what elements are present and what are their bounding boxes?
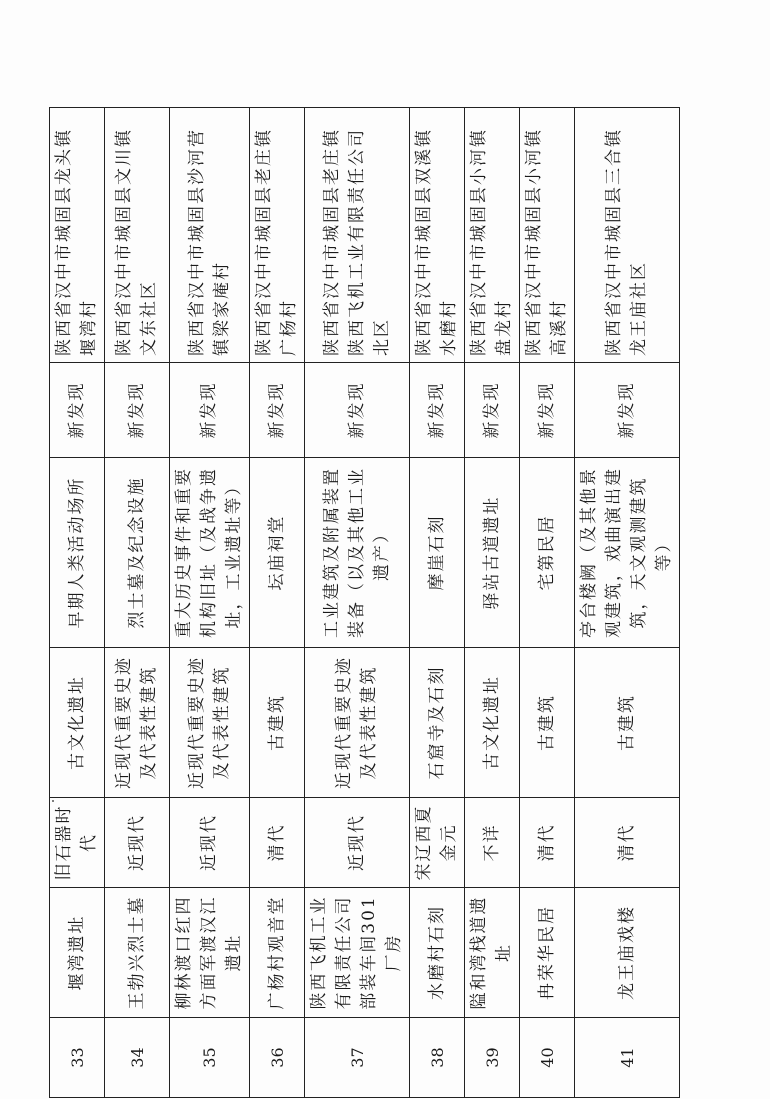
site-status: 新发现 [520, 363, 575, 458]
site-name: 堰湾遗址 [50, 888, 105, 1018]
row-number: 36 [250, 1018, 305, 1098]
site-category: 古文化遗址 [465, 648, 520, 798]
site-name: 柳林渡口红四方面军渡汉江遗址 [170, 888, 250, 1018]
site-category: 古建筑 [520, 648, 575, 798]
site-location: 陕西省汉中市城固县文川镇文东社区 [105, 108, 170, 363]
site-type: 工业建筑及附属装置装备（以及其他工业遗产） [305, 458, 410, 648]
heritage-table-rotated [49, 108, 674, 1098]
site-era: 宋辽西夏金元 [410, 798, 465, 888]
site-location: 陕西省汉中市城固县沙河营镇梁家庵村 [170, 108, 250, 363]
row-number: 39 [465, 1018, 520, 1098]
site-name: 陕西飞机工业有限责任公司部装车间301厂房 [305, 888, 410, 1018]
site-type: 烈士墓及纪念设施 [105, 458, 170, 648]
site-category: 近现代重要史迹及代表性建筑 [105, 648, 170, 798]
site-location: 陕西省汉中市城固县双溪镇水磨村 [410, 108, 465, 363]
site-type: 宅第民居 [520, 458, 575, 648]
row-number: 34 [105, 1018, 170, 1098]
site-era: 近现代 [105, 798, 170, 888]
site-era: 清代 [250, 798, 305, 888]
site-location: 陕西省汉中市城固县三合镇龙王庙社区 [575, 108, 680, 363]
site-name: 王勃兴烈士墓 [105, 888, 170, 1018]
site-era: 清代 [575, 798, 680, 888]
table-row [465, 108, 520, 1098]
site-status: 新发现 [170, 363, 250, 458]
table-row [250, 108, 305, 1098]
table-row [50, 108, 105, 1098]
row-number: 40 [520, 1018, 575, 1098]
site-category: 古建筑 [250, 648, 305, 798]
row-number: 35 [170, 1018, 250, 1098]
site-era: 近现代 [305, 798, 410, 888]
site-name: 广杨村观音堂 [250, 888, 305, 1018]
site-era: 清代 [520, 798, 575, 888]
site-name: 龙王庙戏楼 [575, 888, 680, 1018]
site-location: 陕西省汉中市城固县老庄镇陕西飞机工业有限责任公司北区 [305, 108, 410, 363]
table-row [305, 108, 410, 1098]
site-type: 摩崖石刻 [410, 458, 465, 648]
site-location: 陕西省汉中市城固县老庄镇广杨村 [250, 108, 305, 363]
site-status: 新发现 [410, 363, 465, 458]
site-era: 旧石器时代 [50, 798, 105, 888]
heritage-sites-table [49, 107, 680, 1098]
site-type-text: 亭台楼阙（及其他景观建筑，戏曲演出建筑，天文观测建筑等） [579, 467, 674, 638]
site-era: 不详 [465, 798, 520, 888]
site-location: 陕西省汉中市城固县龙头镇堰湾村 [50, 108, 105, 363]
row-number: 33 [50, 1018, 105, 1098]
site-name: 隘和湾栈道遗址 [465, 888, 520, 1018]
site-type: 坛庙祠堂 [250, 458, 305, 648]
table-row [410, 108, 465, 1098]
site-status: 新发现 [465, 363, 520, 458]
site-status: 新发现 [105, 363, 170, 458]
site-category: 近现代重要史迹及代表性建筑 [170, 648, 250, 798]
site-type: 早期人类活动场所 [50, 458, 105, 648]
site-category: 古建筑 [575, 648, 680, 798]
row-number: 38 [410, 1018, 465, 1098]
row-number: 37 [305, 1018, 410, 1098]
site-status: 新发现 [305, 363, 410, 458]
table-row [105, 108, 170, 1098]
site-category: 古文化遗址 [50, 648, 105, 798]
site-type [575, 458, 680, 648]
site-status: 新发现 [50, 363, 105, 458]
row-number: 41 [575, 1018, 680, 1098]
site-type-text: 重大历史事件和重要机构旧址（及战争遗址，工业遗址等） [174, 467, 244, 638]
site-location: 陕西省汉中市城固县小河镇盘龙村 [465, 108, 520, 363]
table-row [170, 108, 250, 1098]
site-category: 石窟寺及石刻 [410, 648, 465, 798]
site-name: 冉荣华民居 [520, 888, 575, 1018]
site-era: 近现代 [170, 798, 250, 888]
site-type: 驿站古道遗址 [465, 458, 520, 648]
site-location: 陕西省汉中市城固县小河镇高溪村 [520, 108, 575, 363]
table-row [575, 108, 680, 1098]
site-status: 新发现 [250, 363, 305, 458]
site-name: 水磨村石刻 [410, 888, 465, 1018]
site-type [170, 458, 250, 648]
site-category: 近现代重要史迹及代表性建筑 [305, 648, 410, 798]
table-row [520, 108, 575, 1098]
site-status: 新发现 [575, 363, 680, 458]
